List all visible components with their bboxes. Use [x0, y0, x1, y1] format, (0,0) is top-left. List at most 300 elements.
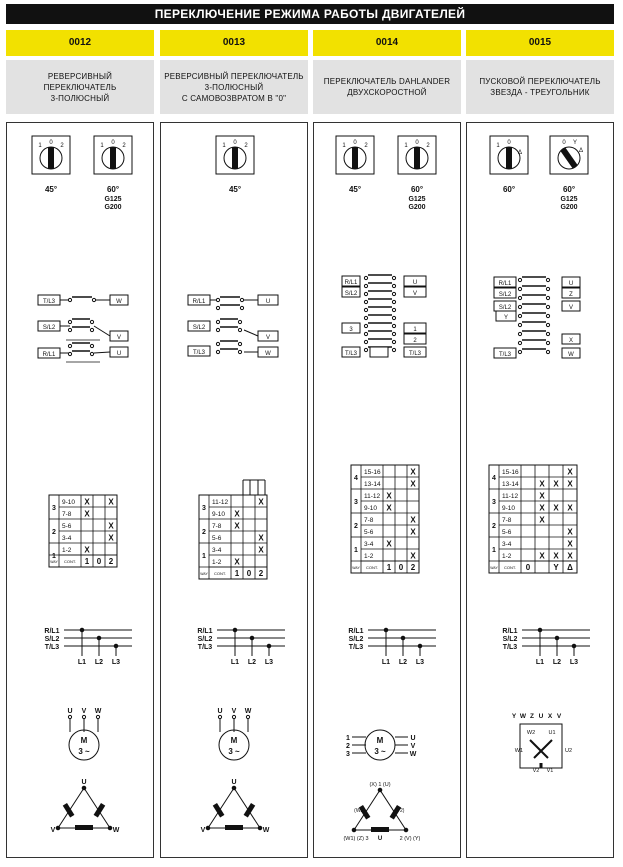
terminal-label: S/L2 — [344, 291, 358, 297]
star-terminal-label: U — [538, 713, 544, 720]
terminal-label: T/L3 — [498, 352, 512, 358]
contact-closed-mark: X — [386, 503, 392, 513]
switch-knob — [414, 147, 420, 169]
terminal-label: W — [116, 299, 122, 305]
motor-label: 3 ~ — [228, 747, 240, 756]
contact-node — [68, 352, 71, 355]
supply-line-label: T/L3 — [197, 644, 213, 651]
supply-line-label: S/L2 — [348, 636, 364, 643]
contact-pair-label: 7-8 — [212, 523, 222, 530]
contact-node — [216, 342, 219, 345]
terminal-dot — [246, 715, 249, 718]
contact-node — [90, 328, 93, 331]
contact-node — [364, 332, 367, 335]
contact-node — [364, 340, 367, 343]
phase-label: L3 — [415, 659, 425, 666]
terminal-label: T/L3 — [192, 350, 206, 356]
contact-node — [238, 342, 241, 345]
contact-closed-mark: X — [553, 503, 559, 513]
stage-number: 1 — [202, 553, 206, 560]
contact-closed-mark: X — [84, 545, 90, 555]
switch-knob — [352, 147, 358, 169]
contact-closed-mark: X — [108, 533, 114, 543]
motor-label: M — [230, 736, 238, 745]
desc-line: РЕВЕРСИВНЫЙ ПЕРЕКЛЮЧАТЕЛЬ — [164, 71, 304, 81]
delta-label: U — [81, 779, 87, 786]
contact-pair-label: 7-8 — [502, 517, 512, 524]
motor-terminal-label: V — [410, 743, 416, 750]
contact-closed-mark: X — [108, 521, 114, 531]
terminal-label: V — [568, 305, 574, 311]
contact-node — [518, 287, 521, 290]
motor-terminal-label: 2 — [346, 743, 350, 750]
delta-label: 2 (V) (Y) — [399, 836, 421, 842]
terminal-label: U — [412, 280, 418, 286]
switch-position-label: 0 — [49, 140, 53, 146]
winding-label: W2 — [526, 730, 536, 736]
stage-number: 1 — [52, 553, 56, 560]
motor-terminal-label: 1 — [346, 735, 350, 742]
contact-node — [392, 308, 395, 311]
contact-pair-label: 11-12 — [502, 493, 519, 500]
contact-pair-label: 7-8 — [62, 511, 72, 518]
contact-pair-label: 15-16 — [364, 469, 381, 476]
delta-node — [352, 828, 356, 832]
terminal-box — [370, 347, 388, 357]
switch-position-label: 0 — [507, 140, 511, 146]
table-footer-label: CONT. — [366, 565, 378, 570]
delta-winding — [371, 827, 389, 832]
delta-winding — [75, 825, 93, 830]
size-label: G200 — [104, 204, 122, 211]
motor-label: 3 ~ — [78, 747, 90, 756]
contact-node — [546, 341, 549, 344]
desc-line: ДВУХСКОРОСТНОЙ — [347, 88, 427, 97]
contact-pair-label: 5-6 — [62, 523, 72, 530]
angle-label: 60° — [502, 185, 516, 194]
terminal-label: T/L3 — [408, 351, 422, 357]
desc-line: ЗВЕЗДА - ТРЕУГОЛЬНИК — [490, 88, 590, 97]
angle-label: 60° — [410, 185, 424, 194]
contact-closed-mark: X — [567, 467, 573, 477]
stage-number: 1 — [354, 547, 358, 554]
motor-terminal-label: U — [67, 708, 73, 715]
wire — [94, 352, 110, 353]
star-terminal-label: V — [556, 713, 562, 720]
desc-line: ПУСКОВОЙ ПЕРЕКЛЮЧАТЕЛЬ — [479, 77, 601, 86]
switch-position-label: 2 — [426, 143, 430, 149]
terminal-label: T/L3 — [344, 351, 358, 357]
motor-terminal-label: V — [81, 708, 87, 715]
switch-position-label: 2 — [364, 143, 368, 149]
stage-number: 3 — [202, 505, 206, 512]
contact-node — [364, 316, 367, 319]
supply-line-label: T/L3 — [502, 644, 518, 651]
delta-label: (V2) — [395, 808, 405, 814]
contact-closed-mark: X — [410, 551, 416, 561]
contact-pair-label: 7-8 — [364, 517, 374, 524]
contact-closed-mark: X — [234, 557, 240, 567]
contact-pair-label: 1-2 — [62, 547, 72, 554]
contact-closed-mark: X — [410, 527, 416, 537]
contact-node — [68, 298, 71, 301]
supply-line-label: S/L2 — [502, 636, 518, 643]
contact-node — [392, 348, 395, 351]
supply-line-label: R/L1 — [44, 628, 60, 635]
contact-node — [518, 314, 521, 317]
contact-node — [238, 320, 241, 323]
switch-knob — [48, 147, 54, 169]
contact-node — [392, 340, 395, 343]
switch-position-label: 1 — [38, 143, 42, 149]
position-label: Δ — [567, 563, 573, 572]
wire — [244, 330, 258, 336]
size-label: G125 — [104, 196, 122, 203]
terminal-dot — [218, 715, 221, 718]
table-footer-label: WAY — [200, 572, 208, 576]
contact-closed-mark: X — [567, 539, 573, 549]
phase-label: L2 — [552, 659, 562, 666]
phase-label: L1 — [230, 659, 240, 666]
switch-position-label: 0 — [233, 140, 237, 146]
contact-node — [68, 320, 71, 323]
switch-position-label: 0 — [562, 140, 566, 146]
desc-line: С САМОВОЗВРАТОМ В "0" — [181, 93, 287, 103]
contact-node — [392, 292, 395, 295]
motor-terminal-label: U — [410, 735, 416, 742]
position-label: 1 — [84, 557, 90, 566]
contact-pair-label: 1-2 — [502, 553, 512, 560]
terminal-label: V — [265, 335, 271, 341]
terminal-dot — [68, 715, 71, 718]
contact-node — [392, 332, 395, 335]
position-label: 0 — [398, 563, 404, 572]
contact-node — [364, 276, 367, 279]
contact-node — [216, 350, 219, 353]
contact-node — [90, 320, 93, 323]
stage-number: 4 — [492, 475, 496, 482]
contact-pair-label: 5-6 — [364, 529, 374, 536]
contact-node — [238, 328, 241, 331]
delta-label: (X) 1 (U) — [369, 782, 391, 788]
phase-label: L3 — [264, 659, 274, 666]
contact-pair-label: 11-12 — [364, 493, 381, 500]
contact-pair-label: 13-14 — [364, 481, 381, 488]
contact-node — [216, 328, 219, 331]
terminal-label: V — [116, 335, 122, 341]
delta-node — [56, 826, 60, 830]
size-label: G200 — [560, 204, 578, 211]
contact-node — [364, 284, 367, 287]
switch-position-label: 2 — [60, 143, 64, 149]
angle-label: 45° — [44, 185, 58, 194]
contact-pair-label: 9-10 — [502, 505, 516, 512]
contact-pair-label: 1-2 — [212, 559, 222, 566]
position-label: Y — [553, 563, 559, 572]
terminal-label: R/L1 — [192, 299, 206, 305]
terminal-label: 2 — [413, 338, 417, 344]
delta-label: V — [50, 827, 56, 834]
contact-closed-mark: X — [386, 539, 392, 549]
angle-label: 45° — [228, 185, 242, 194]
switch-position-label: Δ — [517, 150, 523, 156]
contact-node — [546, 314, 549, 317]
contact-pair-label: 5-6 — [212, 535, 222, 542]
contact-pair-label: 1-2 — [364, 553, 374, 560]
contact-node — [546, 305, 549, 308]
contact-closed-mark: X — [539, 551, 545, 561]
contact-node — [546, 287, 549, 290]
phase-label: L1 — [77, 659, 87, 666]
terminal-dot — [96, 715, 99, 718]
position-label: 2 — [410, 563, 416, 572]
contact-node — [90, 352, 93, 355]
contact-node — [364, 292, 367, 295]
contact-node — [240, 306, 243, 309]
contact-node — [364, 308, 367, 311]
position-label: 0 — [96, 557, 102, 566]
contact-closed-mark: X — [539, 479, 545, 489]
terminal-label: V — [412, 291, 418, 297]
switch-position-label: 0 — [353, 140, 357, 146]
switch-position-label: Δ — [578, 148, 584, 154]
terminal-label: S/L2 — [498, 305, 512, 311]
contact-node — [364, 300, 367, 303]
contact-node — [518, 305, 521, 308]
table-footer-label: CONT. — [64, 559, 76, 564]
position-label: 2 — [258, 569, 264, 578]
switch-knob — [506, 147, 512, 169]
table-footer-label: WAY — [352, 566, 360, 570]
contact-node — [240, 298, 243, 301]
delta-edge — [234, 788, 260, 828]
code-0013: 0013 — [160, 30, 308, 56]
contact-closed-mark: X — [539, 515, 545, 525]
contact-closed-mark: X — [84, 509, 90, 519]
size-label: G200 — [408, 204, 426, 211]
terminal-label: S/L2 — [192, 325, 206, 331]
contact-closed-mark: X — [539, 491, 545, 501]
contact-closed-mark: X — [553, 479, 559, 489]
contact-closed-mark: X — [258, 533, 264, 543]
terminal-label: R/L1 — [344, 280, 358, 286]
contact-closed-mark: X — [258, 497, 264, 507]
delta-label: V — [200, 827, 206, 834]
stage-number: 2 — [354, 523, 358, 530]
contact-pair-label: 3-4 — [212, 547, 222, 554]
delta-label: (W2) — [354, 808, 365, 814]
contact-node — [518, 296, 521, 299]
stage-number: 4 — [354, 475, 358, 482]
contact-node — [546, 296, 549, 299]
switch-position-label: 0 — [415, 140, 419, 146]
supply-line-label: T/L3 — [348, 644, 364, 651]
delta-edge — [58, 788, 84, 828]
phase-label: L1 — [381, 659, 391, 666]
supply-line-label: S/L2 — [44, 636, 60, 643]
contact-node — [216, 320, 219, 323]
stage-number: 2 — [202, 529, 206, 536]
terminal-label: R/L1 — [498, 281, 512, 287]
contact-closed-mark: X — [234, 521, 240, 531]
winding-label: U1 — [548, 730, 556, 736]
delta-label: W — [262, 827, 270, 834]
delta-node — [258, 826, 262, 830]
switch-knob — [232, 147, 238, 169]
motor-terminal-label: U — [217, 708, 223, 715]
stage-number: 3 — [354, 499, 358, 506]
terminal-label: 1 — [413, 327, 417, 333]
contact-pair-label: 3-4 — [364, 541, 374, 548]
position-label: 0 — [246, 569, 252, 578]
switch-position-label: 1 — [496, 143, 500, 149]
terminal-label: W — [568, 352, 574, 358]
contact-node — [392, 284, 395, 287]
contact-pair-label: 9-10 — [212, 511, 226, 518]
table-footer-label: CONT. — [214, 571, 226, 576]
code-0012: 0012 — [6, 30, 154, 56]
stage-number: 3 — [52, 505, 56, 512]
terminal-label: Z — [569, 292, 573, 298]
table-footer-label: WAY — [490, 566, 498, 570]
winding-label: U2 — [565, 748, 573, 754]
contact-node — [216, 306, 219, 309]
motor-terminal-label: W — [409, 751, 417, 758]
terminal-label: R/L1 — [42, 352, 56, 358]
contact-closed-mark: X — [84, 497, 90, 507]
delta-node — [232, 786, 236, 790]
delta-label: U — [377, 836, 383, 842]
switch-position-label: 1 — [222, 143, 226, 149]
position-label: 1 — [386, 563, 392, 572]
motor-terminal-label: W — [244, 708, 252, 715]
contact-node — [546, 323, 549, 326]
size-label: G125 — [408, 196, 426, 203]
desc-line: 3-ПОЛЮСНЫЙ — [50, 93, 110, 103]
supply-line-label: T/L3 — [44, 644, 60, 651]
delta-node — [378, 788, 382, 792]
motor-label: 3 ~ — [374, 747, 386, 756]
motor-terminal-label: V — [231, 708, 237, 715]
position-label: 0 — [525, 563, 531, 572]
star-terminal-label: Y — [511, 713, 517, 720]
terminal-label: 3 — [349, 327, 353, 333]
phase-label: L2 — [247, 659, 257, 666]
terminal-dot — [232, 715, 235, 718]
contact-closed-mark: X — [410, 515, 416, 525]
contact-node — [392, 316, 395, 319]
contact-closed-mark: X — [553, 551, 559, 561]
angle-label: 45° — [348, 185, 362, 194]
contact-pair-label: 9-10 — [62, 499, 76, 506]
star-terminal-label: Z — [530, 713, 534, 720]
contact-pair-label: 15-16 — [502, 469, 519, 476]
delta-label: U — [231, 779, 237, 786]
phase-label: L2 — [94, 659, 104, 666]
contact-closed-mark: X — [258, 545, 264, 555]
position-label: 2 — [108, 557, 114, 566]
contact-closed-mark: X — [410, 479, 416, 489]
contact-closed-mark: X — [567, 503, 573, 513]
switch-position-label: 2 — [122, 143, 126, 149]
contact-node — [392, 324, 395, 327]
code-0014: 0014 — [313, 30, 461, 56]
contact-pair-label: 3-4 — [62, 535, 72, 542]
contact-pair-label: 11-12 — [212, 499, 229, 506]
table-footer-label: CONT. — [504, 565, 516, 570]
terminal-dot — [82, 715, 85, 718]
motor-terminal-label: 3 — [346, 751, 350, 758]
contact-pair-label: 5-6 — [502, 529, 512, 536]
contact-pair-label: 13-14 — [502, 481, 519, 488]
terminal-label: X — [568, 338, 574, 344]
phase-label: L2 — [398, 659, 408, 666]
motor-label: M — [376, 736, 384, 745]
delta-node — [108, 826, 112, 830]
terminal-label: W — [265, 351, 271, 357]
contact-pair-label: 9-10 — [364, 505, 378, 512]
contact-node — [518, 332, 521, 335]
switch-knob — [110, 147, 116, 169]
terminal-label: U — [116, 351, 122, 357]
phase-label: L3 — [569, 659, 579, 666]
star-terminal-label: W — [519, 713, 527, 720]
contact-node — [518, 323, 521, 326]
switch-position-label: 0 — [111, 140, 115, 146]
wire — [94, 326, 110, 336]
position-label: 1 — [234, 569, 240, 578]
contact-closed-mark: X — [108, 497, 114, 507]
delta-label: W — [112, 827, 120, 834]
phase-label: L3 — [111, 659, 121, 666]
size-label: G125 — [560, 196, 578, 203]
phase-label: L1 — [535, 659, 545, 666]
supply-line-label: S/L2 — [197, 636, 213, 643]
stage-number: 1 — [492, 547, 496, 554]
terminal-label: S/L2 — [42, 325, 56, 331]
contact-node — [392, 276, 395, 279]
delta-label: (W1) (Z) 3 — [343, 836, 369, 842]
desc-line: ПЕРЕКЛЮЧАТЕЛЬ — [43, 82, 117, 92]
desc-line: 3-ПОЛЮСНЫЙ — [204, 82, 264, 92]
contact-closed-mark: X — [567, 551, 573, 561]
winding-label: V2 — [532, 768, 540, 774]
contact-node — [90, 344, 93, 347]
stage-number: 3 — [492, 499, 496, 506]
contact-node — [518, 278, 521, 281]
terminal-label: U — [265, 299, 271, 305]
switch-position-label: 2 — [244, 143, 248, 149]
switch-position-label: 1 — [342, 143, 346, 149]
stage-number: 2 — [492, 523, 496, 530]
contact-closed-mark: X — [234, 509, 240, 519]
contact-closed-mark: X — [410, 467, 416, 477]
contact-node — [546, 350, 549, 353]
contact-node — [238, 350, 241, 353]
delta-node — [206, 826, 210, 830]
terminal-label: S/L2 — [498, 292, 512, 298]
contact-node — [92, 298, 95, 301]
delta-edge — [84, 788, 110, 828]
delta-edge — [208, 788, 234, 828]
switch-position-label: Y — [572, 140, 578, 146]
terminal-label: T/L3 — [42, 299, 56, 305]
contact-node — [518, 350, 521, 353]
desc-line: ПЕРЕКЛЮЧАТЕЛЬ DAHLANDER — [323, 77, 451, 86]
contact-pair-label: 3-4 — [502, 541, 512, 548]
contact-closed-mark: X — [567, 527, 573, 537]
switch-position-label: 1 — [404, 143, 408, 149]
